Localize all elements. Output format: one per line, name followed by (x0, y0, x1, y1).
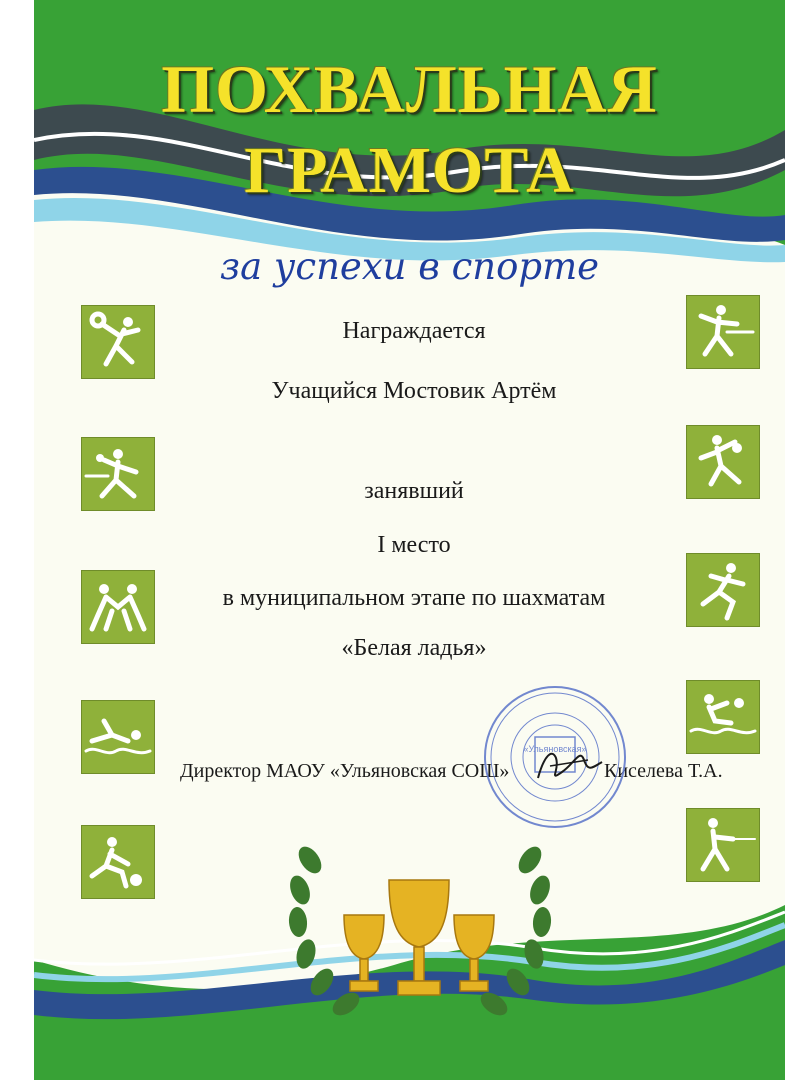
fencing-icon (686, 808, 760, 882)
place: I место (377, 532, 451, 558)
recipient-name: Учащийся Мостовик Артём (271, 378, 557, 404)
achievement-label: занявший (364, 478, 464, 504)
tennis-player-icon (81, 305, 155, 379)
table-tennis-icon (686, 295, 760, 369)
subtitle: за успехи в спорте (219, 245, 600, 288)
certificate-sheet (34, 0, 785, 1080)
signatory-position: Директор МАОУ «Ульяновская СОШ» (180, 760, 510, 782)
event: в муниципальном этапе по шахматам (222, 585, 606, 611)
handwritten-signature (530, 738, 610, 788)
bowling-icon (81, 825, 155, 899)
title-line-2: ГРАМОТА (244, 134, 575, 207)
volleyball-icon (686, 425, 760, 499)
awarded-label: Награждается (342, 318, 486, 344)
swimmer-icon (81, 700, 155, 774)
tournament-name: «Белая ладья» (341, 635, 487, 661)
title-line-1: ПОХВАЛЬНАЯ (161, 51, 658, 127)
wrestling-icon (81, 570, 155, 644)
handball-player-icon (81, 437, 155, 511)
runner-icon (686, 553, 760, 627)
signatory-name: Киселева Т.А. (604, 760, 723, 782)
trophy-cups (334, 875, 504, 1025)
water-polo-icon (686, 680, 760, 754)
stamp-center-text: «Ульяновская» (523, 744, 587, 754)
